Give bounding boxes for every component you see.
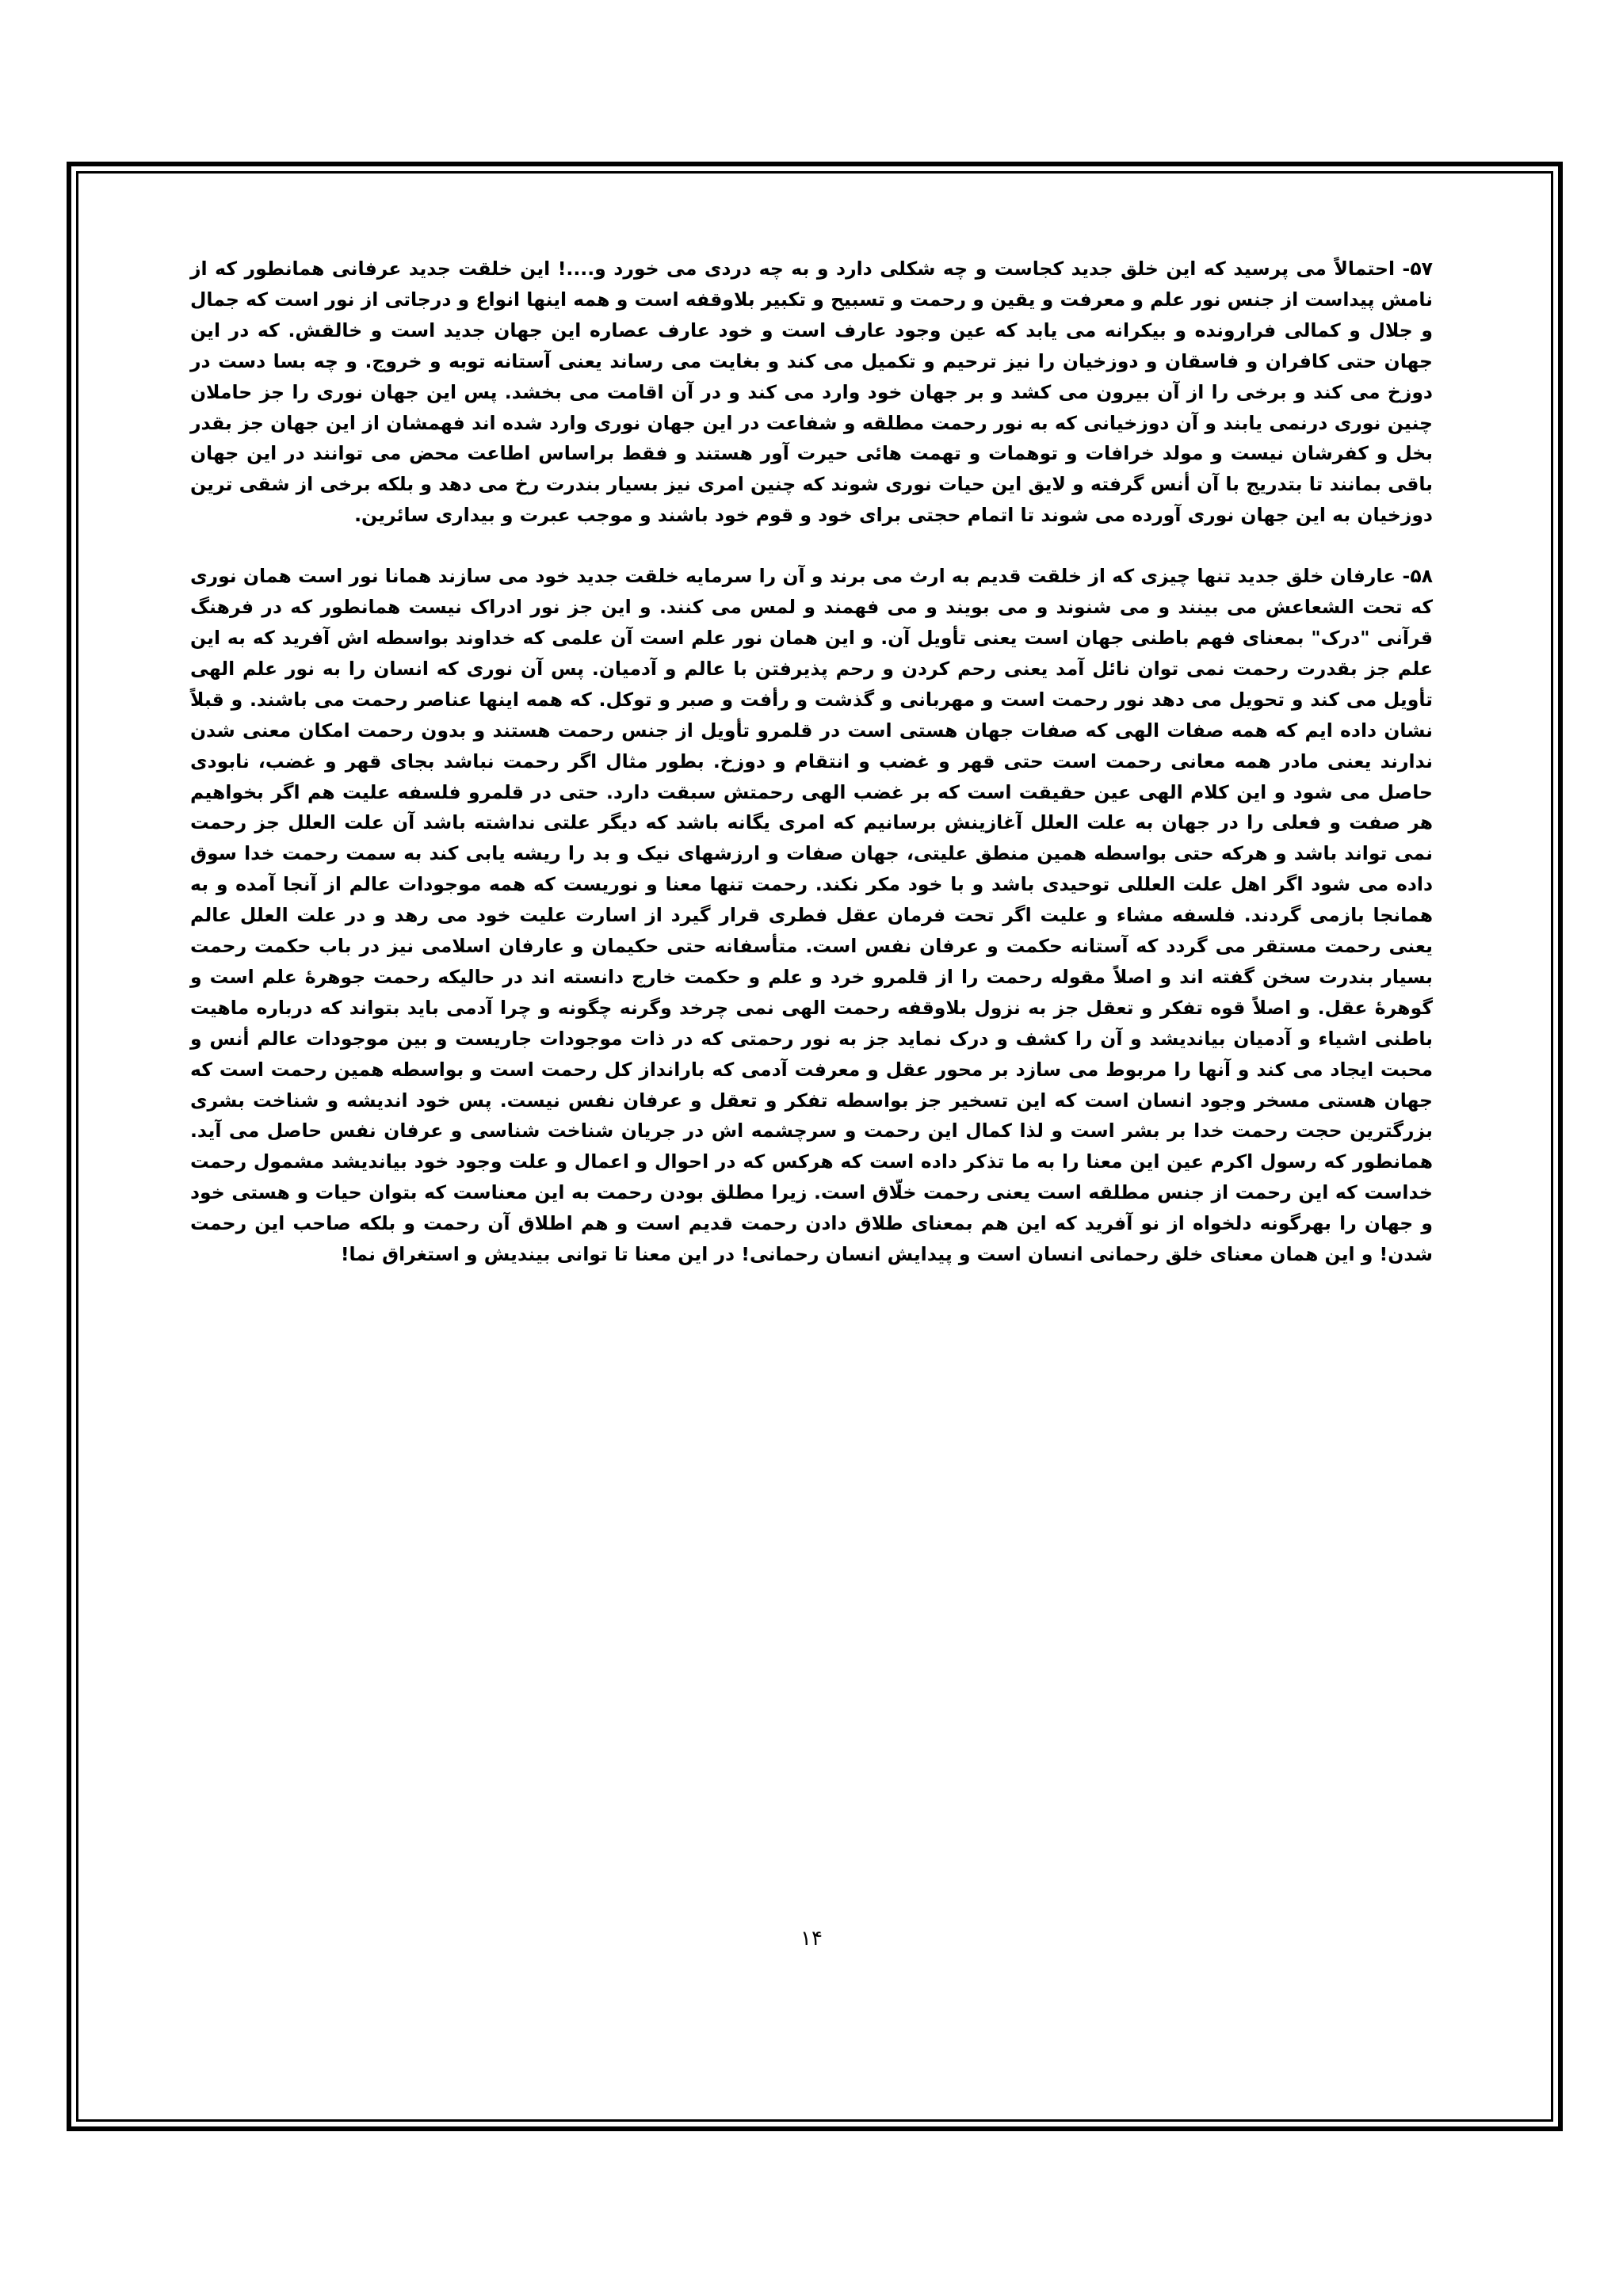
page-number: ۱۴: [800, 1927, 823, 1951]
paragraph-58: ۵۸- عارفان خلق جدید تنها چیزی که از خلقت قدیم به ارث می برند و آن را سرمایه خلقت جدید خود می سازند همانا نور است همان نوری که تحت الشعاعش می بینند و می شنوند و می بویند و می فهمند و لمس می کنند. و این جز نور ادراک نیست همانطور که در فرهنگ قرآنی "درک" بمعنای فهم باطنی جهان است یعنی تأویل آن. و این همان نور علم است آن علمی که خداوند بواسطه اش آفرید که به این علم جز بقدرت رحمت نمی توان نائل آمد یعنی رحم کردن و رحم پذیرفتن با عالم و آدمیان. پس آن نوری که انسان را به نور علم الهی تأویل می کند و تحویل می دهد نور رحمت است و مهربانی و گذشت و رأفت و صبر و توکل. که همه اینها عناصر رحمت می باشند. و قبلاً نشان داده ایم که همه صفات الهی که صفات جهان هستی است در قلمرو تأویل از جنس رحمت هستند و بدون رحمت امکان معنی شدن ندارند یعنی مادر همه معانی رحمت است حتی قهر و غضب و انتقام و دوزخ. بطور مثال اگر رحمت نباشد بجای قهر و غضب، نابودی حاصل می شود و این کلام الهی عین حقیقت است که بر غضب الهی رحمتش سبقت دارد. حتی در قلمرو فلسفه علیت هم اگر بخواهیم هر صفت و فعلی را در جهان به علت العلل آغازینش برسانیم که امری یگانه باشد که دیگر علتی نداشته باشد آن علت العلل جز رحمت نمی تواند باشد و هرکه حتی بواسطه همین منطق علیتی، جهان صفات و ارزشهای نیک و بد را ریشه یابی کند به سمت رحمت خدا سوق داده می شود اگر اهل علت العللی توحیدی باشد و با خود مکر نکند. رحمت تنها معنا و نوریست که همه موجودات عالم از آنجا آمده و به همانجا بازمی گردند. فلسفه مشاء و علیت اگر تحت فرمان عقل فطری قرار گیرد از اسارت علیت خود می رهد و در علت العلل عالم یعنی رحمت مستقر می گردد که آستانه حکمت و عرفان نفس است. متأسفانه حتی حکیمان و عارفان اسلامی نیز در باب حکمت رحمت بسیار بندرت سخن گفته اند و اصلاً مقوله رحمت را از قلمرو خرد و علم و حکمت خارج دانسته اند در حالیکه رحمت جوهرۀ علم است و گوهرۀ عقل. و اصلاً قوه تفکر و تعقل جز به نزول بلاوقفه رحمت الهی نمی چرخد وگرنه چگونه و چرا آدمی باید بتواند که درباره ماهیت باطنی اشیاء و آدمیان بیاندیشد و آن را کشف و درک نماید جز به نور رحمتی که در ذات موجودات جاریست و بین موجودات عالم أنس و محبت ایجاد می کند و آنها را مربوط می سازد بر محور عقل و معرفت آدمی که بارانداز کل رحمت است و بواسطه همین رحمت است که جهان هستی مسخر وجود انسان است که این تسخیر جز بواسطه تفکر و تعقل و عرفان نفس نیست. پس خود اندیشه و شناخت بشری بزرگترین حجت رحمت خدا بر بشر است و لذا کمال این رحمت و سرچشمه اش در جریان شناخت شناسی و عرفان نفس حاصل می آید. همانطور که رسول اکرم عین این معنا را به ما تذکر داده است که هرکس که در احوال و اعمال و علت وجود خود بیاندیشد مشمول رحمت خداست که این رحمت از جنس مطلقه است یعنی رحمت خلّاق است. زیرا مطلق بودن رحمت به این معناست که بتوان حیات و هستی خود و جهان را بهرگونه دلخواه از نو آفرید که این هم بمعنای طلاق دادن رحمت قدیم است و هم اطلاق آن رحمت و بلکه صاحب این رحمت شدن! و این همان معنای خلق رحمانی انسان است و پیدایش انسان رحمانی! در این معنا تا توانی بیندیش و استغراق نما!: [190, 565, 1433, 1266]
page-body: [190, 254, 1433, 1270]
paragraph-57: ۵۷- احتمالاً می پرسید که این خلق جدید کجاست و چه شکلی دارد و به چه دردی می خورد و....! این خلقت جدید عرفانی همانطور که از نامش پیداست از جنس نور علم و معرفت و یقین و رحمت و تسبیح و تکبیر بلاوقفه است و همه اینها انواع و درجاتی از نور است که جمال و جلال و کمالی فرارونده و بیکرانه می یابد که عین وجود عارف است و خود عارف عصاره این جهان جدید است و خالقش. که در این جهان حتی کافران و فاسقان و دوزخیان را نیز ترحیم و تکمیل می کند و بغایت می رساند یعنی آستانه توبه و خروج. و چه بسا دست در دوزخ می کند و برخی را از آن بیرون می کشد و بر جهان خود وارد می کند و در آن اقامت می بخشد. پس این جهان نوری را جز حاملان چنین نوری درنمی یابند و آن دوزخیانی که به نور رحمت مطلقه و شفاعت در این جهان نوری وارد شده اند فهمشان از این جهان جز بقدر بخل و کفرشان نیست و مولد خرافات و توهمات و تهمت هائی حیرت آور هستند و فقط براساس اطاعت محض می توانند در این جهان باقی بمانند تا بتدریج با آن أنس گرفته و لایق این حیات نوری شوند که چنین امری نیز بسیار بندرت رخ می دهد و بلکه برخی از شقی ترین دوزخیان به این جهان نوری آورده می شوند تا اتمام حجتی برای خود و قوم خود باشند و موجب عبرت و بیداری سائرین.: [190, 257, 1433, 527]
